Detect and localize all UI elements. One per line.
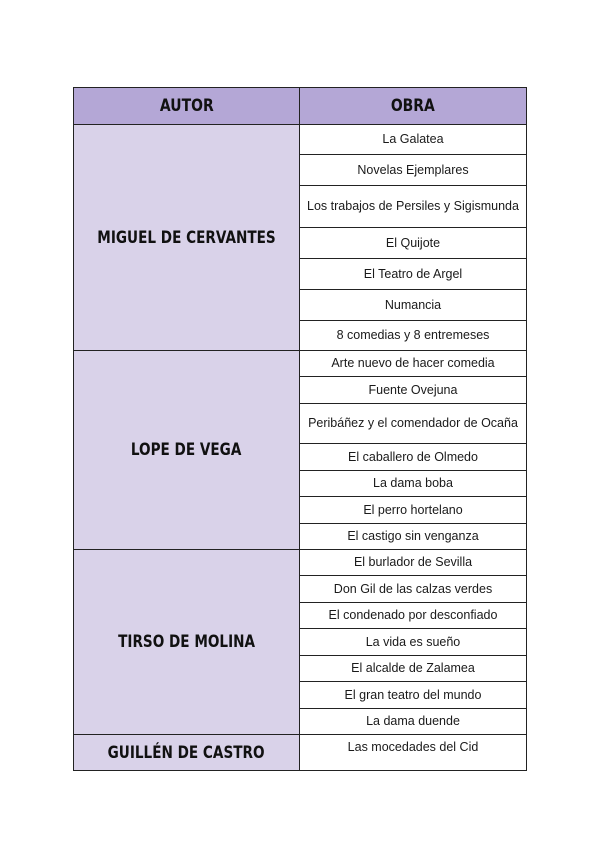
author-cell-tirso xyxy=(74,550,300,735)
author-cell-lope xyxy=(74,351,300,550)
work-cell: El burlador de Sevilla xyxy=(300,550,527,576)
work-cell: El caballero de Olmedo xyxy=(300,444,527,471)
work-cell: El condenado por desconfiado xyxy=(300,603,527,629)
table-header-row xyxy=(74,88,527,125)
work-cell: Novelas Ejemplares xyxy=(300,155,527,186)
work-cell: El castigo sin venganza xyxy=(300,524,527,550)
author-cell-guillen xyxy=(74,735,300,771)
work-cell: La dama duende xyxy=(300,709,527,735)
authors-works-table xyxy=(73,87,527,771)
header-obra-label: OBRA xyxy=(391,96,435,116)
table-row xyxy=(74,550,527,576)
work-cell: El perro hortelano xyxy=(300,497,527,524)
work-cell: El gran teatro del mundo xyxy=(300,682,527,709)
work-cell: Los trabajos de Persiles y Sigismunda xyxy=(300,186,527,228)
work-cell: Fuente Ovejuna xyxy=(300,377,527,404)
work-cell: Numancia xyxy=(300,290,527,321)
work-cell: La dama boba xyxy=(300,471,527,497)
work-cell: La vida es sueño xyxy=(300,629,527,656)
table-row xyxy=(74,351,527,377)
author-name: TIRSO DE MOLINA xyxy=(118,632,255,652)
author-name: MIGUEL DE CERVANTES xyxy=(97,227,276,248)
work-cell: El Quijote xyxy=(300,228,527,259)
work-cell: 8 comedias y 8 entremeses xyxy=(300,321,527,351)
work-cell: Arte nuevo de hacer comedia xyxy=(300,351,527,377)
header-autor xyxy=(74,88,300,125)
header-autor-label: AUTOR xyxy=(159,96,214,116)
table-row xyxy=(74,735,527,771)
author-name: LOPE DE VEGA xyxy=(131,440,242,460)
work-cell: Las mocedades del Cid xyxy=(300,735,527,771)
work-cell: Peribáñez y el comendador de Ocaña xyxy=(300,404,527,444)
header-obra xyxy=(300,88,527,125)
author-name: GUILLÉN DE CASTRO xyxy=(108,742,265,763)
table-row xyxy=(74,125,527,155)
work-cell: Don Gil de las calzas verdes xyxy=(300,576,527,603)
author-cell-cervantes xyxy=(74,125,300,351)
work-cell: El Teatro de Argel xyxy=(300,259,527,290)
work-cell: El alcalde de Zalamea xyxy=(300,656,527,682)
work-cell: La Galatea xyxy=(300,125,527,155)
